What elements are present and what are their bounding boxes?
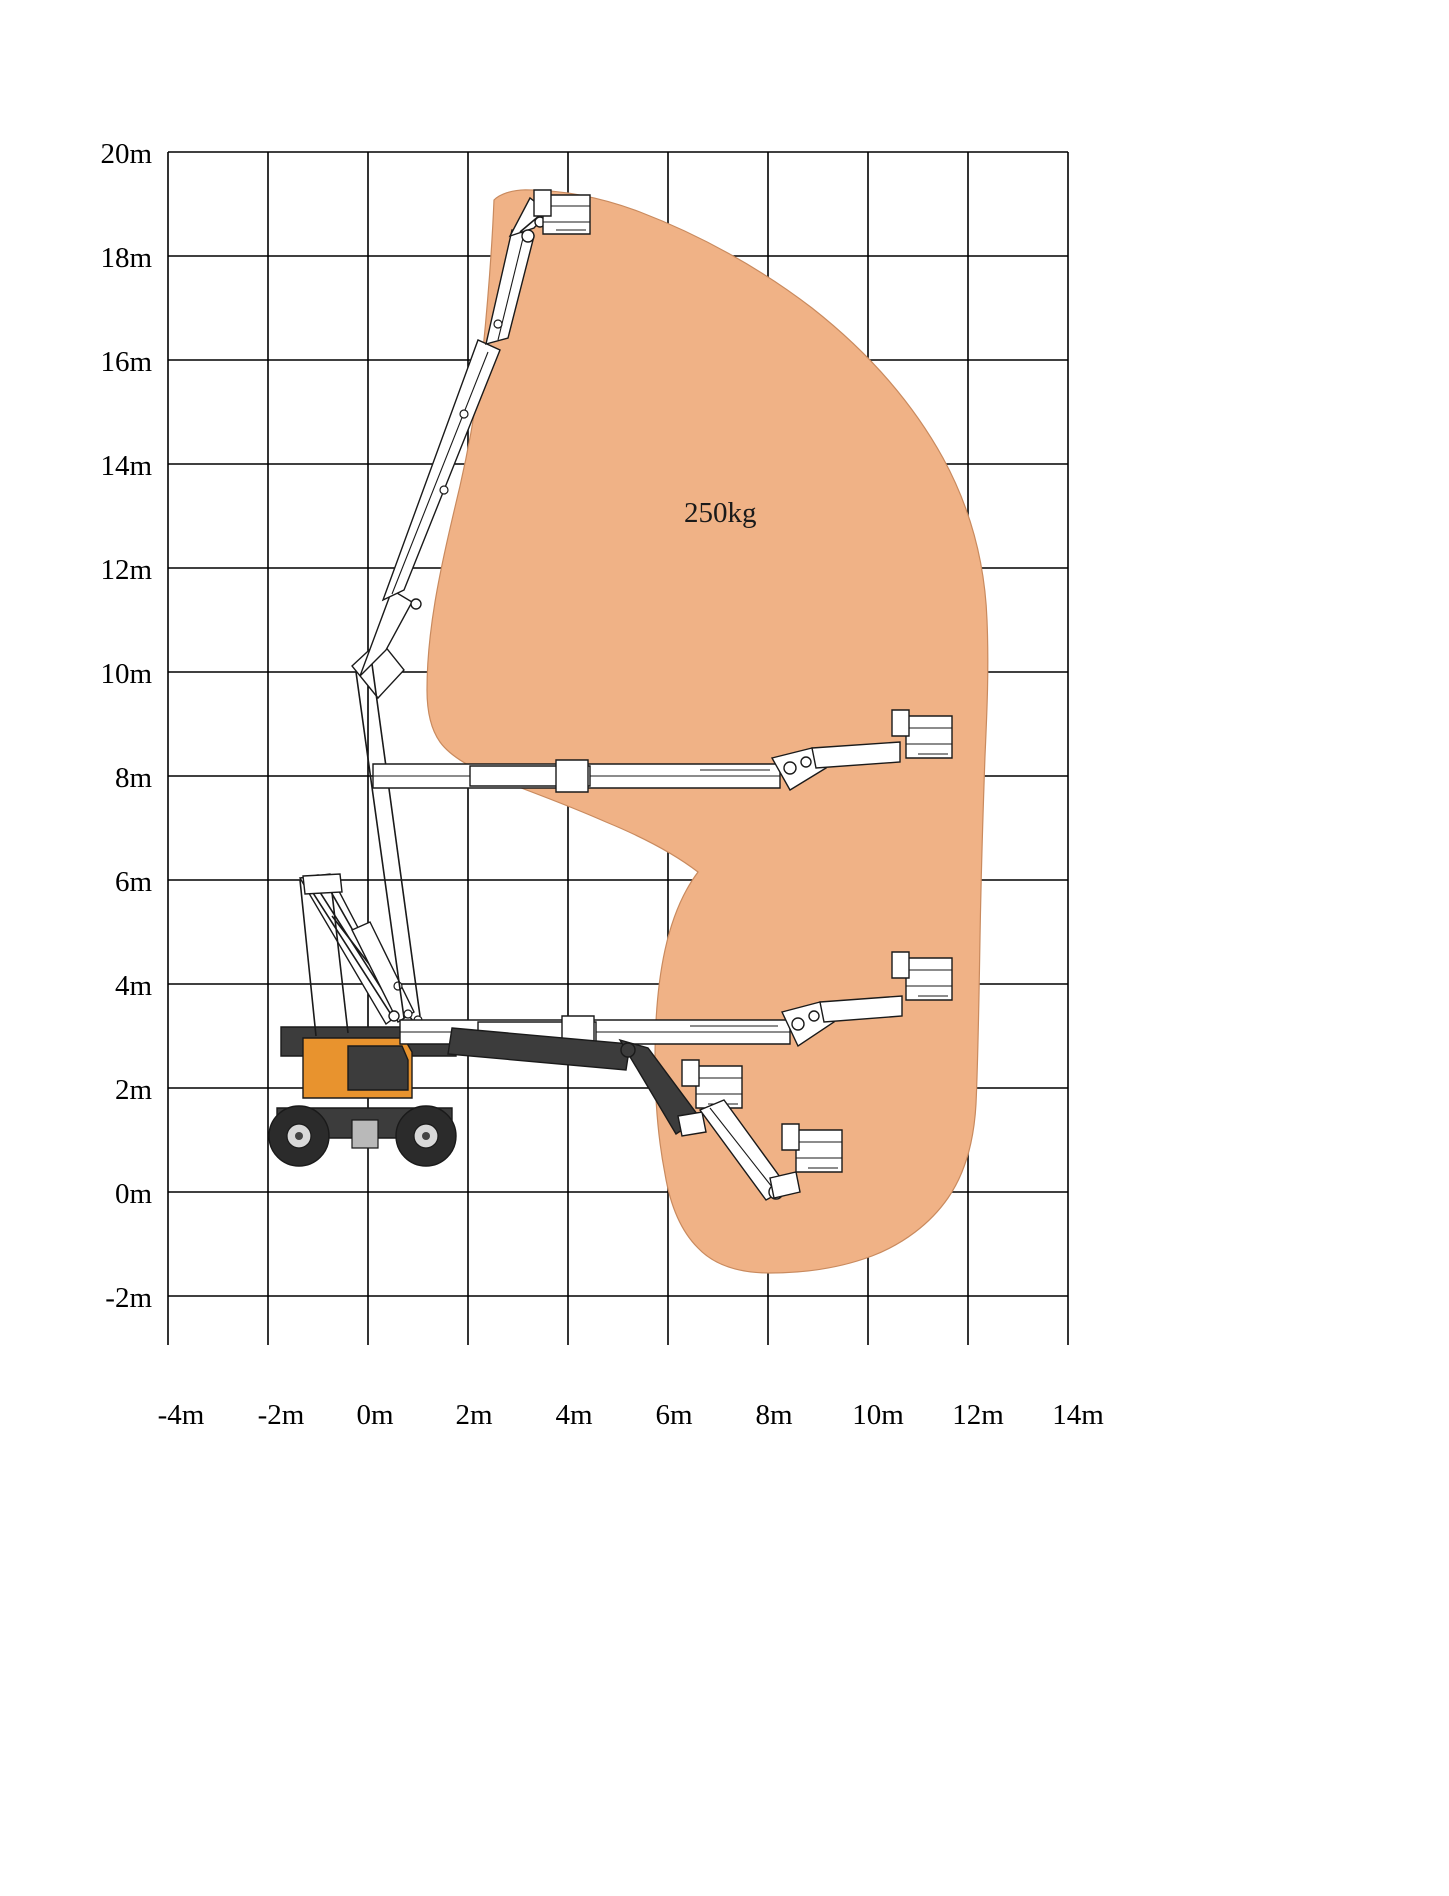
x-axis-tick-labels [158, 1399, 1105, 1431]
machine-chassis [269, 1027, 456, 1166]
y-axis-tick-labels [100, 138, 152, 1314]
y-tick-4m: 4m [114, 970, 152, 1002]
y-tick-14m: 14m [100, 450, 152, 482]
x-tick-12m: 12m [952, 1399, 1004, 1431]
y-tick-18m: 18m [100, 242, 152, 274]
y-tick-8m: 8m [114, 762, 152, 794]
y-tick-10m: 10m [100, 658, 152, 690]
platform-max-height [534, 190, 590, 234]
y-tick-12m: 12m [100, 554, 152, 586]
x-tick-8m: 8m [755, 1399, 793, 1431]
y-tick-0m: 0m [114, 1178, 152, 1210]
y-tick-16m: 16m [100, 346, 152, 378]
y-tick-6m: 6m [114, 866, 152, 898]
y-tick-2m: 2m [114, 1074, 152, 1106]
x-tick-4m: 4m [555, 1399, 593, 1431]
x-tick-neg4m: -4m [157, 1399, 205, 1431]
y-tick-neg2m: -2m [105, 1282, 152, 1314]
x-tick-14m: 14m [1052, 1399, 1104, 1431]
x-tick-0m: 0m [356, 1399, 394, 1431]
x-tick-10m: 10m [852, 1399, 904, 1431]
y-tick-20m: 20m [100, 138, 152, 170]
capacity-annotation: 250kg [684, 497, 757, 529]
x-tick-2m: 2m [455, 1399, 493, 1431]
x-tick-6m: 6m [655, 1399, 693, 1431]
x-tick-neg2m: -2m [257, 1399, 305, 1431]
